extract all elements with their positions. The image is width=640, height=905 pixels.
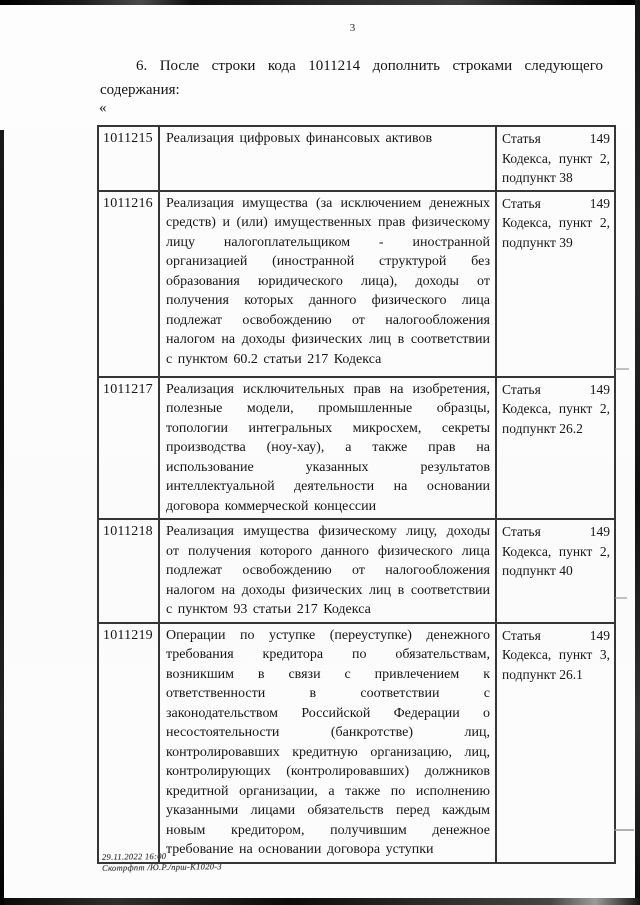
- table-row: [98, 519, 615, 623]
- reference-article-number: 149: [589, 195, 610, 211]
- reference-cell: [496, 519, 615, 623]
- tax-codes-table: [97, 125, 616, 864]
- reference-detail: Кодекса, пункт 2, подпункт 40: [502, 543, 610, 578]
- scan-edge-bottom: [0, 898, 640, 905]
- code-cell: 1011218: [98, 519, 159, 623]
- reference-article-line: [502, 129, 610, 149]
- page-number: 3: [349, 22, 356, 34]
- description-cell: Реализация цифровых финансовых активов: [159, 126, 496, 191]
- table-row: [98, 623, 615, 863]
- code-cell: 1011215: [98, 126, 159, 191]
- description-cell: Реализация имущества (за исключением денежных средств) и (или) имущественных прав физическому лицу налогоплательщиком - иностранной организацией (иностранной структурой без образования юридического лица), доходы от получения которых данного физического лица подлежат освобождению от налогообложения налогом на доходы физических лиц в соответствии с пунктом 60.2 статьи 217 Кодекса: [159, 191, 496, 377]
- reference-article-label: Статья: [502, 524, 541, 539]
- reference-article-line: [502, 380, 610, 400]
- reference-cell: [496, 126, 615, 191]
- table-row: [98, 126, 615, 191]
- scan-artifact: [615, 597, 627, 599]
- reference-detail: Кодекса, пункт 2, подпункт 39: [502, 215, 610, 250]
- code-cell: 1011217: [98, 377, 159, 520]
- amendment-intro-paragraph: 6. После строки кода 1011214 дополнить строками следующего содержания:: [100, 58, 603, 98]
- reference-article-number: 149: [589, 627, 610, 643]
- reference-article-number: 149: [589, 381, 610, 397]
- scan-artifact: [615, 368, 629, 370]
- reference-article-line: [502, 626, 610, 646]
- reference-article-line: [502, 194, 610, 214]
- scan-edge-left: [0, 130, 4, 905]
- reference-detail: Кодекса, пункт 3, подпункт 26.1: [502, 647, 610, 682]
- code-cell: 1011216: [98, 191, 159, 377]
- footer-timestamp: 29.11.2022 16:00: [101, 850, 167, 862]
- reference-detail: Кодекса, пункт 2, подпункт 26.2: [502, 401, 610, 436]
- table-row: [98, 377, 615, 520]
- reference-article-label: Статья: [502, 381, 541, 397]
- description-cell: Реализация имущества физическому лицу, доходы от получения которого данного физического лица подлежат освобождению от налогообложения налогом на доходы физических лиц в соответствии с пунктом 93 статьи 217 Кодекса: [159, 519, 496, 623]
- footer-reference: Скотрфпт /Ю.Р./прш-К1020-3: [102, 861, 223, 873]
- reference-article-line: [502, 522, 610, 542]
- reference-detail: Кодекса, пункт 2, подпункт 38: [502, 150, 610, 185]
- reference-article-label: Статья: [502, 195, 541, 211]
- opening-quote-mark: «: [99, 100, 107, 116]
- reference-cell: [496, 191, 615, 377]
- description-cell: Операции по уступке (переуступке) денежного требования кредитора по обязательствам, возникшим в связи с привлечением к ответственности в соответствии с законодательством Российской Федерации о несостоятельности (банкротстве) лиц, контролировавших кредитную организацию, лиц, контролирующих (контролировавших) должников кредитной организации, а также по исполнению указанными лицами обязательств перед каждым новым кредитором, получившим денежное требование на основании договора уступки: [159, 623, 496, 863]
- reference-cell: [496, 623, 615, 863]
- footer-stamp: [102, 850, 222, 874]
- description-cell: Реализация исключительных прав на изобретения, полезные модели, промышленные образцы, топологии интегральных микросхем, секреты производства (ноу-хау), а также прав на использование указанных результатов интеллектуальной деятельности на основании договора коммерческой концессии: [159, 377, 496, 520]
- scan-artifact: [614, 829, 634, 831]
- reference-article-label: Статья: [502, 131, 541, 146]
- scan-edge-right: [635, 0, 640, 905]
- reference-cell: [496, 377, 615, 520]
- reference-article-number: 149: [589, 131, 610, 146]
- code-cell: 1011219: [98, 623, 159, 863]
- reference-article-label: Статья: [502, 627, 541, 643]
- table-row: [98, 191, 615, 377]
- reference-article-number: 149: [589, 524, 610, 539]
- scan-edge-top: [0, 0, 640, 5]
